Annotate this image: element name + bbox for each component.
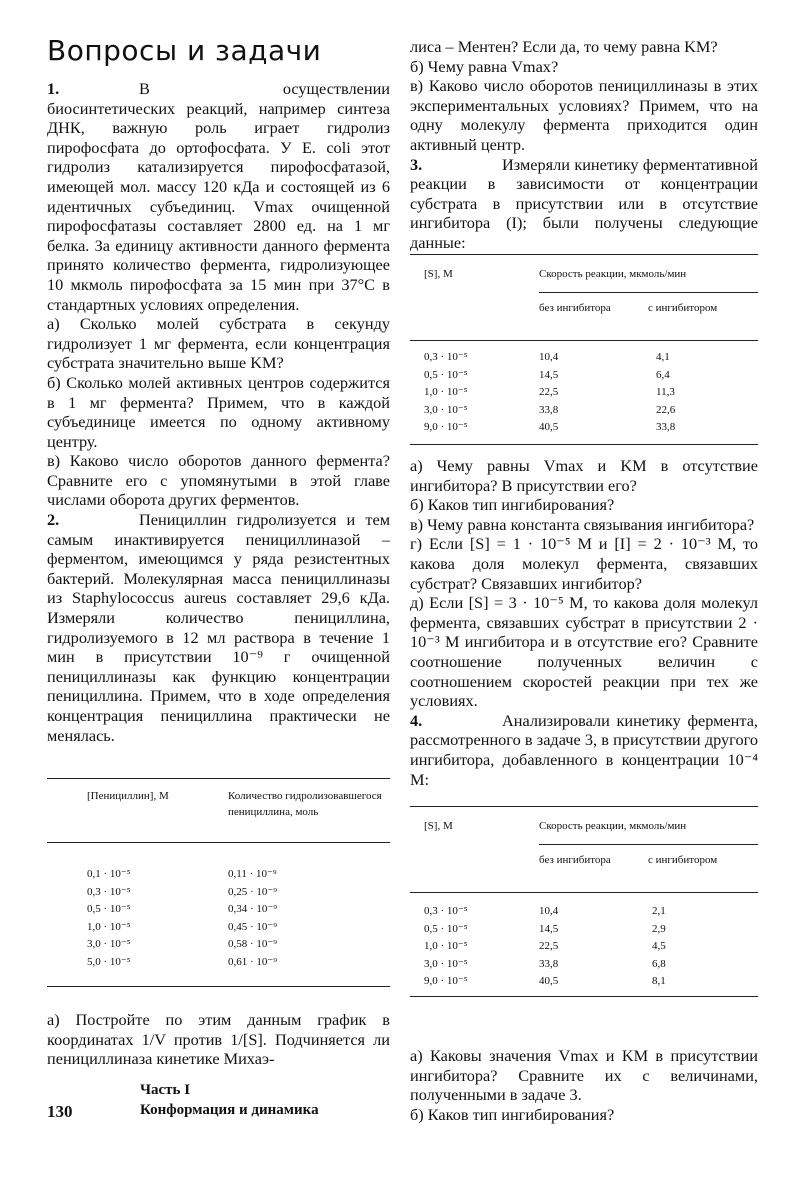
table-cell: 33,8 [539, 957, 559, 970]
problem-number: 2. [47, 510, 60, 530]
question-a-cont: лиса – Ментен? Если да, то чему равна KM? [410, 37, 718, 56]
problem-1 [47, 79, 390, 745]
problem-intro: В осуществлении биосинтетических реакций, например синтеза ДНК, важную роль играет гидролиз пирофосфата до ортофосфата. У E. coli этот гидролиз катализируется пирофосфатазой, имеющей мол. массу 120 кДа и состоящей из 6 идентичных субъединиц. Vmax очищенной пирофосфатазы составляет 2800 ед. на 1 мг белка. За единицу активности данного фермента принято количество фермента, гидролизующее 10 мкмоль пирофосфата за 15 мин при 37°C в стандартных условиях определения. [47, 79, 390, 314]
problem-number: 1. [47, 79, 60, 98]
question-a: а) Чему равны Vmax и KM в отсутствие ингибитора? В присутствии его? [410, 456, 758, 495]
page-heading: Вопросы и задачи [47, 34, 322, 67]
table-cell: 10,4 [539, 351, 559, 363]
question-c: в) Каково число оборотов пенициллиназы в этих экспериментальных условиях? Примем, что на одну молекулу фермента приходится один активный центр. [410, 76, 758, 154]
table-cell: 3,0 · 10⁻⁵ [87, 938, 131, 950]
table-group-header: Скорость реакции, мкмоль/мин [539, 268, 687, 280]
table-header: [S], М [424, 820, 453, 832]
table-cell: 0,45 · 10⁻⁹ [228, 920, 278, 933]
table-rule [47, 778, 390, 779]
table-cell: 2,9 [652, 922, 666, 935]
table-cell: 9,0 · 10⁻⁵ [424, 421, 468, 433]
question-a: а) Постройте по этим данным график в координатах 1/V против 1/[S]. Подчиняется ли пенициллиназа кинетике Михаэ- [47, 1010, 390, 1069]
penicillin-table [47, 778, 390, 988]
table-cell: 4,1 [656, 351, 670, 363]
table-cell: 10,4 [539, 905, 559, 917]
table-cell: 33,8 [539, 403, 559, 416]
problem-intro: Анализировали кинетику фермента, рассмотренного в задаче 3, в присутствии другого ингибитора, добавленного в концентрации 10⁻⁴ М: [410, 710, 758, 789]
table-cell: 9,0 · 10⁻⁵ [424, 975, 468, 987]
table-cell: 11,3 [656, 386, 675, 398]
table-cell: 0,3 · 10⁻⁵ [424, 905, 468, 917]
table-cell: 0,1 · 10⁻⁵ [87, 868, 131, 880]
table-cell: 0,3 · 10⁻⁵ [87, 885, 131, 898]
inhibitor-table-1 [410, 254, 758, 446]
problem-number: 3. [410, 154, 423, 174]
table-rule [47, 986, 390, 987]
table-cell: 0,61 · 10⁻⁹ [228, 955, 278, 968]
table-cell: 0,34 · 10⁻⁹ [228, 903, 278, 915]
table-cell: 0,5 · 10⁻⁵ [424, 922, 468, 935]
table-subheader: без ингибитора [539, 302, 611, 314]
table-cell: 6,4 [656, 368, 670, 381]
question-a: а) Каковы значения Vmax и KM в присутствии ингибитора? Сравните их с величинами, полученными в задаче 3. [410, 1046, 758, 1105]
table-cell: 22,5 [539, 386, 559, 398]
table-cell: 40,5 [539, 975, 559, 987]
question-d: г) Если [S] = 1 · 10⁻⁵ М и [I] = 2 · 10⁻³ М, то какова доля молекул фермента, связавших субстрат? Связавших ингибитор? [410, 534, 758, 593]
table-cell: 0,3 · 10⁻⁵ [424, 351, 468, 363]
table-cell: 22,6 [656, 403, 676, 416]
table-cell: 1,0 · 10⁻⁵ [424, 386, 468, 398]
table-cell: 8,1 [652, 975, 666, 987]
table-cell: 0,11 · 10⁻⁹ [228, 868, 277, 880]
table-cell: 14,5 [539, 922, 559, 935]
table-header: Количество гидролизовавшегося пенициллина, моль [228, 790, 382, 818]
table-cell: 22,5 [539, 940, 559, 952]
question-c: в) Каково число оборотов данного фермента? Сравните его с упомянутыми в этой главе числами оборота других ферментов. [47, 451, 390, 510]
table-cell: 4,5 [652, 940, 666, 952]
table-subheader: без ингибитора [539, 854, 611, 866]
table-cell: 40,5 [539, 421, 559, 433]
table-cell: 0,25 · 10⁻⁹ [228, 885, 278, 898]
table-header: [S], М [424, 268, 453, 280]
problem-intro: Измеряли кинетику ферментативной реакции в зависимости от концентрации субстрата в присутствии или в отсутствие ингибитора (I); были получены следующие данные: [410, 154, 758, 252]
table-cell: 1,0 · 10⁻⁵ [87, 920, 131, 933]
table-rule [47, 842, 390, 843]
question-b: б) Чему равна Vmax? [410, 56, 559, 76]
footer-part: Часть I [140, 1082, 191, 1098]
table-cell: 3,0 · 10⁻⁵ [424, 957, 468, 970]
table-cell: 3,0 · 10⁻⁵ [424, 403, 468, 416]
table-cell: 5,0 · 10⁻⁵ [87, 955, 131, 968]
table-cell: 1,0 · 10⁻⁵ [424, 940, 468, 952]
table-cell: 2,1 [652, 905, 666, 917]
table-cell: 6,8 [652, 957, 666, 970]
table-subheader: с ингибитором [648, 854, 718, 866]
question-c: в) Чему равна константа связывания ингибитора? [410, 514, 755, 534]
footer-part-title: Конформация и динамика [140, 1102, 319, 1118]
table-subheader: с ингибитором [648, 302, 718, 314]
table-header: [Пенициллин], М [87, 790, 169, 802]
question-a: а) Сколько молей субстрата в секунду гидролизует 1 мг фермента, если концентрация субстрата значительно выше KM? [47, 314, 390, 373]
question-b: б) Каков тип ингибирования? [410, 495, 615, 515]
footer-page-number: 130 [47, 1102, 73, 1121]
table-cell: 0,5 · 10⁻⁵ [87, 903, 131, 915]
problem-intro: Пенициллин гидролизуется и тем самым инактивируется пенициллиназой – ферментом, имеющимся у ряда резистентных бактерий. Молекулярная масса пенициллиназы из Staphylococcus aureus составляет 29,6 кДа. Измеряли количество пенициллина, гидролизуемого в 12 мл раствора в течение 1 мин в присутствии 10⁻⁹ г очищенной пенициллиназы как функцию концентрации пенициллина. Примем, что в ходе определения концентрация пенициллина практически не менялась. [47, 510, 390, 745]
table-cell: 33,8 [656, 421, 676, 433]
table-cell: 0,58 · 10⁻⁹ [228, 938, 278, 950]
table-cell: 14,5 [539, 368, 559, 381]
question-b: б) Каков тип ингибирования? [410, 1104, 615, 1124]
question-e: д) Если [S] = 3 · 10⁻⁵ М, то какова доля молекул фермента, связавших субстрат в присутствии 2 · 10⁻³ М ингибитора и в отсутствие его? Сравните соотношение полученных величин с соотношением скоростей реакции при тех же условиях. [410, 593, 758, 711]
problem-number: 4. [410, 710, 423, 730]
inhibitor-table-2 [410, 806, 758, 998]
table-group-header: Скорость реакции, мкмоль/мин [539, 820, 687, 832]
question-b: б) Сколько молей активных центров содержится в 1 мг фермента? Примем, что в каждой субъединице имеется по одному активному центру. [47, 372, 390, 451]
table-cell: 0,5 · 10⁻⁵ [424, 368, 468, 381]
